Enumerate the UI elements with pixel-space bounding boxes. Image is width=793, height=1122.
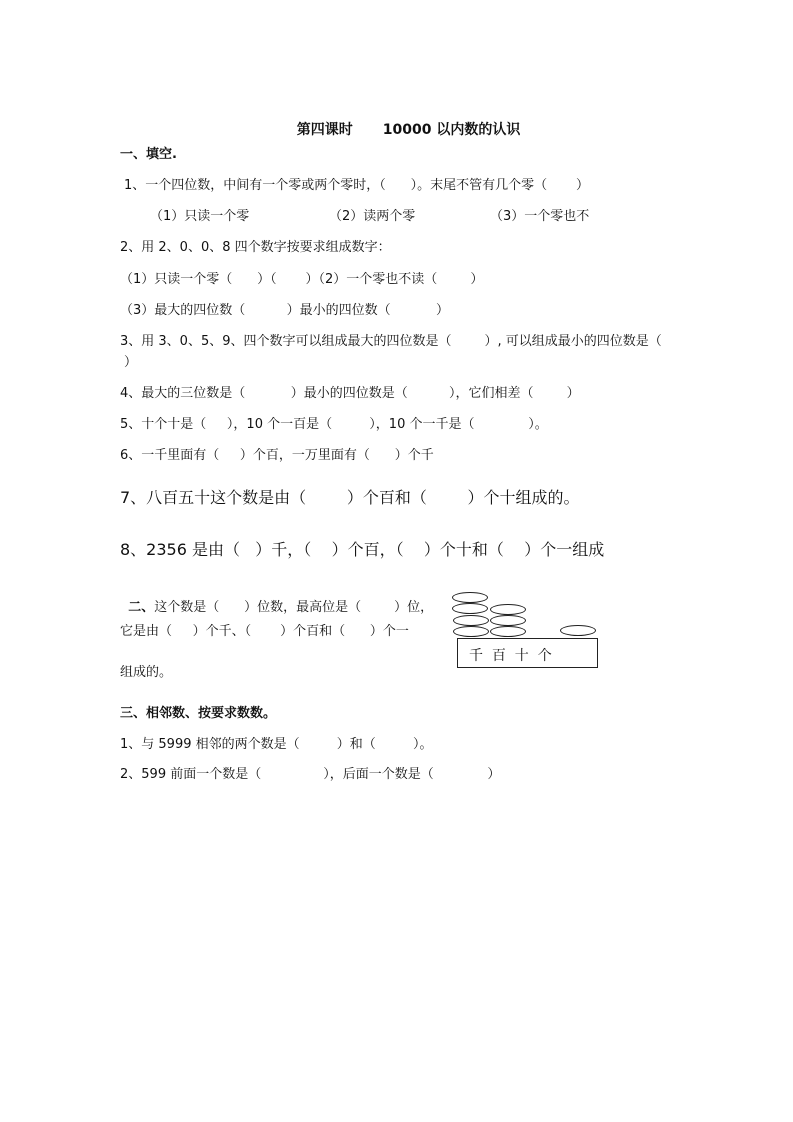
bead-icon — [560, 625, 596, 636]
question-1-1: 1、一个四位数，中间有一个零或两个零时，（ ）。末尾不管有几个零（ ） — [124, 178, 589, 193]
question-1-2: 2、用 2、0、0、8 四个数字按要求组成数字： — [120, 240, 391, 255]
page-title — [287, 106, 520, 138]
abacus-frame — [457, 638, 598, 668]
option-1: （1）只读一个零 — [150, 209, 250, 224]
question-1-8: 8、2356 是由（ ）千，（ ）个百，（ ）个十和（ ）个一组成 — [120, 540, 605, 559]
question-1-2-part3: （3）最大的四位数（ ）最小的四位数（ ） — [120, 303, 450, 318]
section-3-heading: 三、相邻数、按要求数数。 — [120, 706, 277, 721]
section-2-prefix: 二、 — [128, 600, 155, 615]
option-3: （3）一个零也不 — [490, 209, 590, 224]
bead-icon — [490, 626, 526, 637]
question-1-6: 6、一千里面有（ ）个百，一万里面有（ ）个千 — [120, 448, 434, 463]
question-3-1: 1、与 5999 相邻的两个数是（ ）和（ ）。 — [120, 737, 433, 752]
bead-icon — [452, 603, 488, 614]
section-2-line-2: 它是由（ ）个千、（ ）个百和（ ）个一 — [120, 624, 409, 639]
question-1-5: 5、十个十是（ ），10 个一百是（ ），10 个一千是（ ）。 — [120, 417, 548, 432]
question-1-3: 3、用 3、0、5、9、四个数字可以组成最大的四位数是（ ）, 可以组成最小的四位数是（ — [120, 334, 662, 349]
option-2: （2）读两个零 — [329, 209, 416, 224]
question-1-3-cont: ） — [124, 355, 138, 370]
question-3-2: 2、599 前面一个数是（ ），后面一个数是（ ） — [120, 767, 501, 782]
section-2-line-1: 二、这个数是（ ）位数，最高位是（ ）位， — [128, 600, 434, 615]
section-2-line-3: 组成的。 — [120, 665, 173, 680]
section-1-heading: 一、填空. — [120, 147, 177, 162]
bead-icon — [453, 615, 489, 626]
bead-icon — [452, 592, 488, 603]
question-1-2-part1: （1）只读一个零（ ）（ ）（2）一个零也不读（ ） — [120, 272, 484, 287]
question-1-7: 7、八百五十这个数是由（ ）个百和（ ）个十组成的。 — [120, 488, 580, 507]
lesson-label: 第四课时 — [296, 122, 353, 138]
bead-icon — [490, 615, 526, 626]
bead-icon — [490, 604, 526, 615]
place-value-labels: 千 百 十 个 — [469, 648, 552, 664]
question-1-4: 4、最大的三位数是（ ）最小的四位数是（ ），它们相差（ ） — [120, 386, 580, 401]
topic-label: 10000 以内数的认识 — [382, 122, 521, 138]
abacus-figure — [450, 590, 605, 672]
bead-icon — [453, 626, 489, 637]
